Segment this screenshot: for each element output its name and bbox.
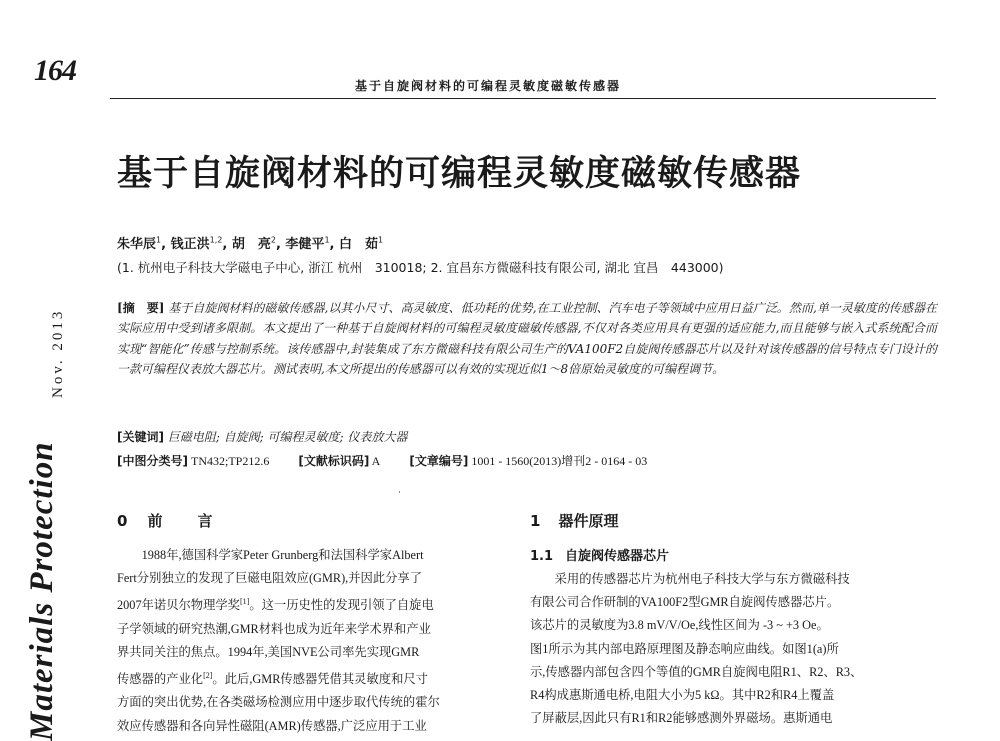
author-name: 朱华辰: [117, 237, 157, 252]
article-number-value: 1001 - 1560(2013)增刊2 - 0164 - 03: [471, 454, 648, 468]
doc-code-label: [文献标识码]: [298, 454, 370, 468]
citation-mark: [1]: [239, 597, 250, 607]
running-header: 基于自旋阀材料的可编程灵敏度磁敏传感器: [355, 79, 622, 93]
author-name: 钱正洪: [170, 237, 210, 252]
body-line: 示,传感器内部包含四个等值的GMR自旋阀电阻R1、R2、R3、: [530, 664, 863, 679]
body-line: 该芯片的灵敏度为3.8 mV/V/Oe,线性区间为 -3 ~ +3 Oe。: [530, 618, 829, 633]
citation-mark: [2]: [203, 671, 213, 681]
section-number: 0: [117, 512, 128, 530]
header-rule: [110, 98, 936, 99]
author-name: 李健平: [285, 237, 325, 252]
author-affiliation-mark: 1,2: [209, 235, 223, 245]
body-line: 效应传感器和各向异性磁阻(AMR)传感器,广泛应用于工业: [117, 718, 427, 733]
keywords-line: [117, 428, 407, 445]
subsection-title: 自旋阀传感器芯片: [565, 549, 670, 564]
body-line: 界共同关注的焦点。1994年,美国NVE公司率先实现GMR: [117, 644, 420, 659]
class-value: TN432;TP212.6: [190, 454, 270, 468]
body-line: 传感器的产业化[2]。此后,GMR传感器凭借其灵敏度和尺寸: [117, 671, 428, 687]
keywords-value: 巨磁电阻; 自旋阀; 可编程灵敏度; 仪表放大器: [167, 430, 408, 444]
subsection-heading-sensor-chip: [530, 545, 669, 564]
section-title: 器件原理: [558, 512, 619, 530]
subsection-number: 1.1: [530, 549, 554, 564]
author-affiliation-mark: 1: [324, 235, 330, 245]
body-line: 子学领域的研究热潮,GMR材料也成为近年来学术界和产业: [117, 621, 431, 636]
body-line: 采用的传感器芯片为杭州电子科技大学与东方微磁科技: [530, 572, 850, 586]
introduction-body: [117, 544, 510, 738]
section-heading-principle: [530, 510, 618, 531]
body-line: 1988年,德国科学家Peter Grunberg和法国科学家Albert: [117, 548, 424, 562]
abstract-text: 基于自旋阀材料的磁敏传感器,以其小尺寸、高灵敏度、低功耗的优势,在工业控制、汽车电子等领域中应用日益广泛。然而,单一灵敏度的传感器在实际应用中受到诸多限制。本文提出了一种基于自旋阀材料的可编程灵敏度磁敏传感器,不仅对各类应用具有更强的适应能力,而且能够与嵌入式系统配合而实现“智能化”传感与控制系统。该传感器中,封装集成了东方微磁科技有限公司生产的VA100F2自旋阀传感器芯片以及针对该传感器的信号特点专门设计的一款可编程仪表放大器芯片。测试表明,本文所提出的传感器可以有效的实现近似1～8倍原始灵敏度的可编程调节。: [117, 301, 937, 376]
body-line: 2007年诺贝尔物理学奖[1]。这一历史性的发现引领了自旋电: [117, 597, 434, 613]
author-list: 朱华辰$^1$, 钱正洪$^{1,2}$, 胡 亮$^2$, 李健平$^1$, 白 茹$^1$: [117, 235, 384, 252]
paper-title: 基于自旋阀材料的可编程灵敏度磁敏传感器: [117, 154, 802, 194]
body-line: 方面的突出优势,在各类磁场检测应用中逐步取代传统的霍尔: [117, 695, 440, 710]
class-label: [中图分类号]: [117, 454, 188, 468]
keywords-label: [关键词]: [117, 430, 164, 444]
author-name: 白 茹: [339, 237, 379, 252]
side-journal-name: Materials Protection: [24, 441, 60, 741]
classification-line: [117, 452, 673, 469]
body-line: 图1所示为其内部电路原理图及静态响应曲线。如图1(a)所: [530, 641, 839, 656]
section-number: 1: [530, 512, 541, 530]
author-name: 胡 亮: [231, 237, 271, 252]
abstract: [117, 298, 937, 379]
separator-dot: ·: [398, 488, 401, 498]
section-heading-introduction: [117, 510, 222, 531]
body-line: 有限公司合作研制的VA100F2型GMR自旋阀传感器芯片。: [530, 595, 840, 610]
author-affiliation-mark: 1: [378, 235, 384, 245]
body-line: 了屏蔽层,因此只有R1和R2能够感测外界磁场。惠斯通电: [530, 711, 833, 726]
article-number-label: [文章编号]: [409, 454, 469, 468]
abstract-label: [摘 要]: [117, 301, 165, 315]
body-line: R4构成惠斯通电桥,电阻大小为5 kΩ。其中R2和R4上覆盖: [530, 688, 835, 703]
author-affiliation-mark: 1: [156, 235, 162, 245]
sensor-chip-body: [530, 568, 923, 730]
affiliation: (1. 杭州电子科技大学磁电子中心, 浙江 杭州 310018; 2. 宜昌东方微磁科技有限公司, 湖北 宜昌 443000): [117, 260, 724, 275]
author-affiliation-mark: 2: [270, 235, 276, 245]
section-title: 前 言: [147, 512, 223, 530]
page-number: 164: [34, 54, 76, 87]
doc-code-value: A: [371, 454, 381, 468]
side-date: Nov. 2013: [50, 308, 66, 398]
body-line: Fert分别独立的发现了巨磁电阻效应(GMR),并因此分享了: [117, 571, 423, 586]
